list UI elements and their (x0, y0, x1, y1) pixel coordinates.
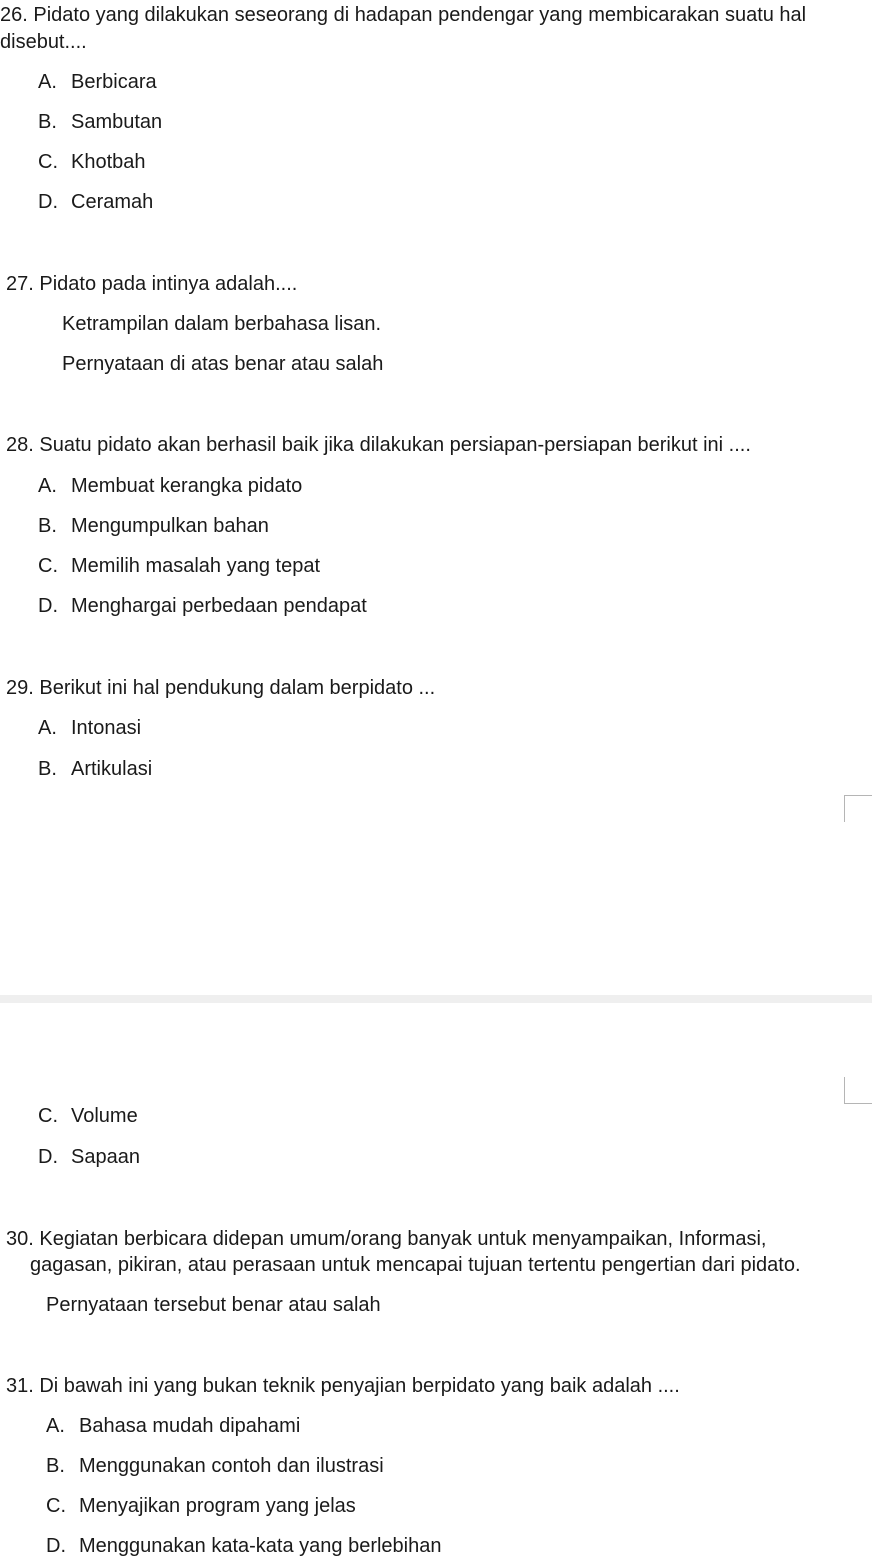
q31-option-c (46, 1494, 356, 1518)
q31-option-d-text: Menggunakan kata-kata yang berlebihan (79, 1535, 442, 1557)
q29-option-a-text: Intonasi (71, 717, 142, 739)
q28-question: 28. Suatu pidato akan berhasil baik jika dilakukan persiapan-persiapan berikut ini .... (6, 434, 751, 456)
q28-option-d (38, 594, 367, 618)
q29-option-d-text: Sapaan (71, 1146, 140, 1168)
page-divider (0, 995, 872, 1003)
q26-question-line-2: disebut.... (0, 31, 87, 53)
q28-option-a-text: Membuat kerangka pidato (71, 475, 303, 497)
q28-option-b-letter: B. (38, 515, 57, 537)
q31-option-c-letter: C. (46, 1495, 66, 1517)
q29-option-d (38, 1145, 140, 1169)
q28-option-a-letter: A. (38, 475, 57, 497)
q26-option-a-letter: A. (38, 71, 57, 93)
q28-option-d-text: Menghargai perbedaan pendapat (71, 595, 367, 617)
q29-option-a-letter: A. (38, 717, 57, 739)
q26-option-d (38, 190, 153, 214)
q31-option-a-text: Bahasa mudah dipahami (79, 1415, 301, 1437)
q26-option-b (38, 110, 162, 134)
q29-option-b-letter: B. (38, 758, 57, 780)
page-corner-mark-bottom (844, 1077, 872, 1104)
q26-option-d-text: Ceramah (71, 191, 154, 213)
page-corner-mark-top (844, 795, 872, 822)
q28-option-b (38, 514, 269, 538)
q29-option-c-letter: C. (38, 1105, 58, 1127)
q28-option-d-letter: D. (38, 595, 58, 617)
q28-option-c-text: Memilih masalah yang tepat (71, 555, 321, 577)
q27-statement: Ketrampilan dalam berbahasa lisan. (62, 313, 382, 335)
q31-option-c-text: Menyajikan program yang jelas (79, 1495, 356, 1517)
q29-option-b (38, 757, 152, 781)
q31-option-b-text: Menggunakan contoh dan ilustrasi (79, 1455, 384, 1477)
q26-option-b-text: Sambutan (71, 111, 163, 133)
q27-prompt: Pernyataan di atas benar atau salah (62, 353, 384, 375)
q26-option-c-letter: C. (38, 151, 58, 173)
q28-option-c (38, 554, 320, 578)
q31-question: 31. Di bawah ini yang bukan teknik penyajian berpidato yang baik adalah .... (6, 1375, 680, 1397)
q26-option-a-text: Berbicara (71, 71, 157, 93)
q31-option-b-letter: B. (46, 1455, 65, 1477)
q31-option-d-letter: D. (46, 1535, 66, 1557)
q26-option-c-text: Khotbah (71, 151, 146, 173)
q26-option-d-letter: D. (38, 191, 58, 213)
q29-option-c (38, 1104, 138, 1128)
q31-option-d (46, 1534, 441, 1558)
q28-option-c-letter: C. (38, 555, 58, 577)
q26-option-c (38, 150, 146, 174)
q31-option-a (46, 1414, 300, 1438)
q29-option-a (38, 716, 141, 740)
q30-question-line-2: gagasan, pikiran, atau perasaan untuk mencapai tujuan tertentu pengertian dari pidato. (30, 1254, 801, 1276)
q31-option-a-letter: A. (46, 1415, 65, 1437)
q31-option-b (46, 1454, 384, 1478)
q29-option-b-text: Artikulasi (71, 758, 153, 780)
q27-question: 27. Pidato pada intinya adalah.... (6, 273, 298, 295)
q28-option-b-text: Mengumpulkan bahan (71, 515, 269, 537)
q28-option-a (38, 474, 302, 498)
q29-option-c-text: Volume (71, 1105, 138, 1127)
q26-option-a (38, 70, 157, 94)
q29-question: 29. Berikut ini hal pendukung dalam berpidato ... (6, 677, 436, 699)
q30-question-line-1: 30. Kegiatan berbicara didepan umum/orang banyak untuk menyampaikan, Informasi, (6, 1228, 767, 1250)
q26-question-line-1: 26. Pidato yang dilakukan seseorang di hadapan pendengar yang membicarakan suatu hal (0, 4, 807, 26)
q26-option-b-letter: B. (38, 111, 57, 133)
q30-prompt: Pernyataan tersebut benar atau salah (46, 1294, 381, 1316)
q29-option-d-letter: D. (38, 1146, 58, 1168)
